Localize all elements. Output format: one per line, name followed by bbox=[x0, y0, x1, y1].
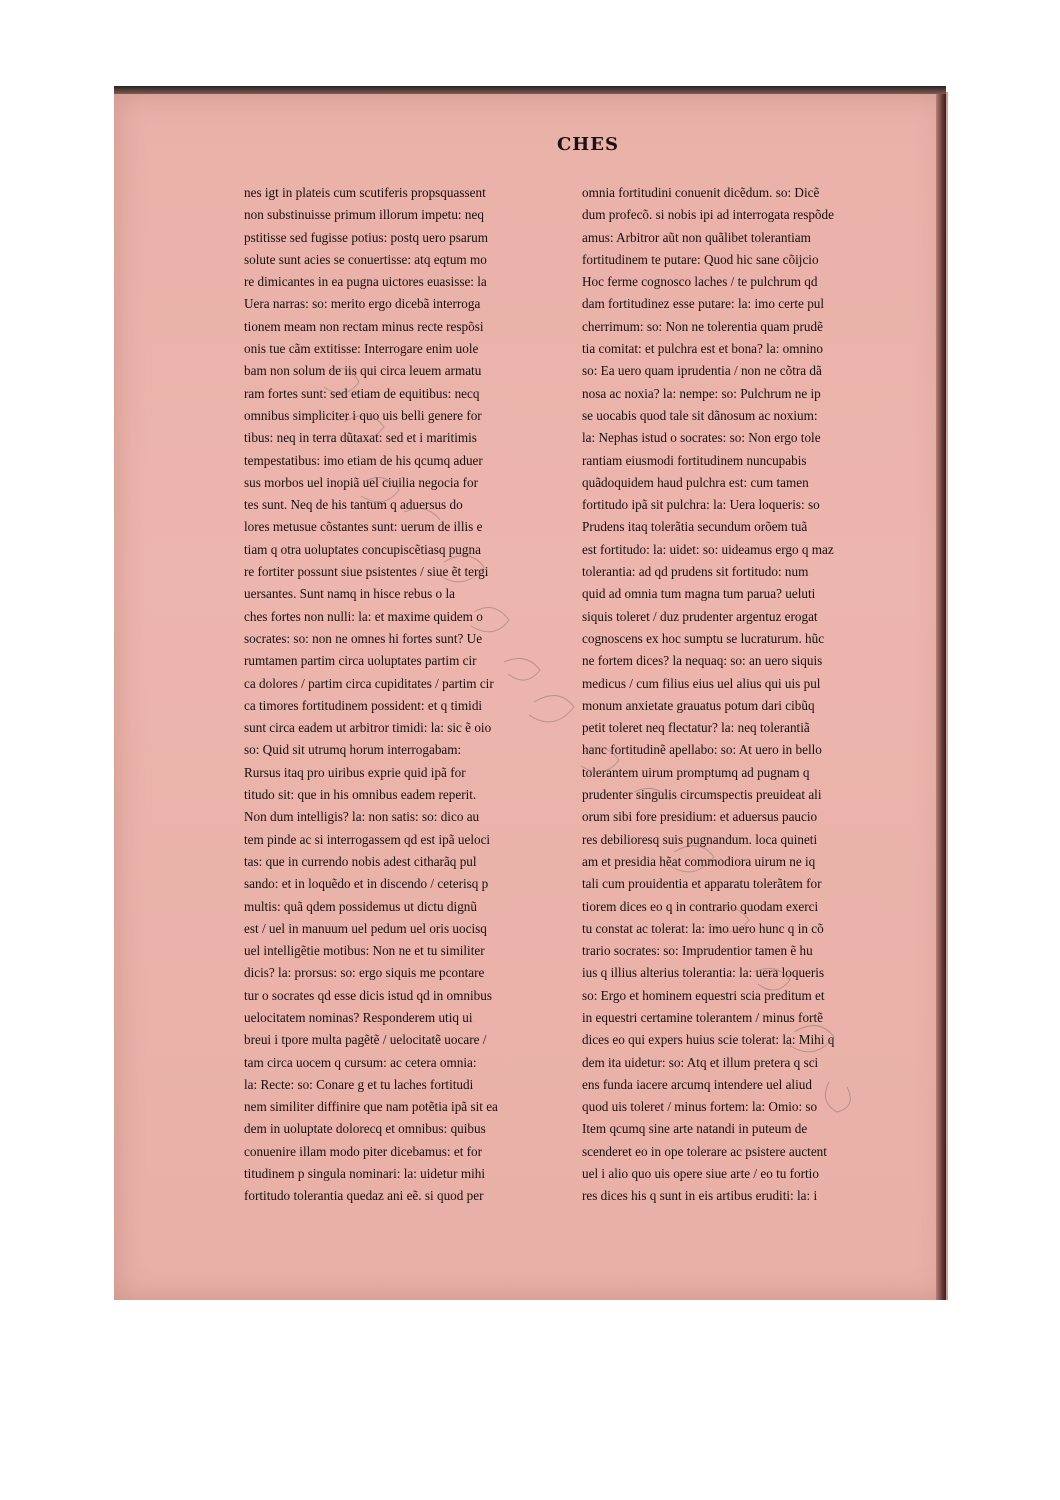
right-column-text-line: tali cum prouidentia et apparatu tolerãtem for bbox=[582, 876, 822, 892]
right-column-text-line: monum anxietate grauatus potum dari cibũq bbox=[582, 697, 815, 713]
right-column-text-line: nosa ac noxia? la: nempe: so: Pulchrum ne ip bbox=[582, 385, 821, 401]
running-head: CHES bbox=[556, 134, 620, 155]
right-column-text-line: quid ad omnia tum magna tum parua? ueluti bbox=[582, 586, 816, 602]
left-column-text-line: re dimicantes in ea pugna uictores euasisse: la bbox=[244, 274, 487, 290]
right-column-text-line: amus: Arbitror aũt non quãlibet tolerantiam bbox=[582, 229, 811, 245]
right-column-text-line: so: Ergo et hominem equestri scia preditum et bbox=[582, 987, 825, 1003]
right-column-text-line: Hoc ferme cognosco laches / te pulchrum qd bbox=[582, 274, 818, 290]
right-column-text-line: hanc fortitudinẽ apellabo: so: At uero in bello bbox=[582, 742, 822, 758]
left-column-text-line: non substinuisse primum illorum impetu: neq bbox=[244, 207, 484, 223]
left-column-text-line: tam circa uocem q cursum: ac cetera omnia: bbox=[244, 1054, 477, 1070]
right-column-text-line: fortitudinem te putare: Quod hic sane cõijcio bbox=[582, 251, 819, 267]
right-column-text-line: uel i alio quo uis opere siue arte / eo tu fortio bbox=[582, 1166, 819, 1182]
right-column-text-line: ens funda iacere arcumq intendere uel aliud bbox=[582, 1076, 812, 1092]
left-column-text-line: tur o socrates qd esse dicis istud qd in omnibus bbox=[244, 987, 492, 1003]
right-column-text-line: dam fortitudinez esse putare: la: imo certe pul bbox=[582, 296, 825, 312]
right-column-text-line: cognoscens ex hoc sumptu se lucraturum. hũc bbox=[582, 630, 825, 646]
left-column-text-line: onis tue cãm extitisse: Interrogare enim uole bbox=[244, 341, 479, 357]
right-column-text-line: quod uis toleret / minus fortem: la: Omio: so bbox=[582, 1099, 818, 1115]
left-column-text-line: tempestatibus: imo etiam de his qcumq aduer bbox=[244, 452, 483, 468]
right-column-text-line: Item qcumq sine arte natandi in puteum de bbox=[582, 1121, 808, 1137]
right-column-text-line: fortitudo ipã sit pulchra: la: Uera loqueris: so bbox=[582, 497, 820, 513]
left-column-text-line: uelocitatem nominas? Responderem utiq ui bbox=[244, 1009, 473, 1025]
right-column-text-line: siquis toleret / duz prudenter argentuz erogat bbox=[582, 608, 818, 624]
left-column-text-line: solute sunt acies se conuertisse: atq eqtum mo bbox=[244, 251, 487, 267]
right-column-text-line: prudenter singulis circumspectis preuideat ali bbox=[582, 787, 822, 803]
left-column-text-line: so: Quid sit utrumq horum interrogabam: bbox=[244, 742, 462, 758]
right-column-text-line: trario socrates: so: Imprudentior tamen ẽ hu bbox=[582, 943, 813, 959]
right-column-text-line: res debilioresq suis pugnandum. loca quineti bbox=[582, 831, 818, 847]
page-edge-right bbox=[936, 86, 946, 1300]
right-column-text-line: quãdoquidem haud pulchra est: cum tamen bbox=[582, 474, 809, 490]
left-column-text-line: tas: que in currendo nobis adest citharãq pul bbox=[244, 853, 477, 869]
right-column-text-line: in equestri certamine tolerantem / minus fortẽ bbox=[582, 1009, 823, 1025]
left-column-text-line: ca timores fortitudinem possident: et q timidi bbox=[244, 697, 483, 713]
left-column-text-line: tionem meam non rectam minus recte respõsi bbox=[244, 318, 484, 334]
right-column-text-line: rantiam eiusmodi fortitudinem nuncupabis bbox=[582, 452, 807, 468]
right-column-text-line: tia comitat: et pulchra est et bona? la: omnino bbox=[582, 341, 823, 357]
left-column-text-line: sando: et in loquẽdo et in discendo / ceterisq p bbox=[244, 876, 489, 892]
left-column-text-line: tiam q otra uoluptates concupiscẽtiasq pugna bbox=[244, 541, 481, 557]
left-text-column bbox=[244, 182, 566, 1208]
right-column-text-line: medicus / cum filius eius uel alius qui uis pul bbox=[582, 675, 821, 691]
book-page bbox=[114, 92, 948, 1300]
left-column-text-line: rumtamen partim circa uoluptates partim cir bbox=[244, 653, 477, 669]
right-column-text-line: so: Ea uero quam iprudentia / non ne cõtra dã bbox=[582, 363, 822, 379]
right-column-text-line: tolerantia: ad qd prudens sit fortitudo: num bbox=[582, 564, 809, 580]
left-column-text-line: ches fortes non nulli: la: et maxime quidem o bbox=[244, 608, 483, 624]
left-column-text-line: breui i tpore multa pagẽtẽ / uelocitatẽ uocare / bbox=[244, 1032, 487, 1048]
left-column-text-line: pstitisse sed fugisse potius: postq uero psarum bbox=[244, 229, 488, 245]
left-column-text-line: fortitudo tolerantia quedaz ani eẽ. si quod per bbox=[244, 1188, 484, 1204]
page-edge-top bbox=[114, 86, 946, 94]
right-column-text-line: orum sibi fore presidium: et aduersus paucio bbox=[582, 809, 818, 825]
right-text-column bbox=[582, 182, 900, 1208]
left-column-text-line: titudinem p singula nominari: la: uidetur mihi bbox=[244, 1166, 486, 1182]
left-column-text-line: dem in uoluptate dolorecq et omnibus: quibus bbox=[244, 1121, 486, 1137]
right-column-text-line: dem ita uidetur: so: Atq et illum pretera q sci bbox=[582, 1054, 819, 1070]
right-column-text-line: la: Nephas istud o socrates: so: Non ergo tole bbox=[582, 430, 821, 446]
left-column-text-line: dicis? la: prorsus: so: ergo siquis me pcontare bbox=[244, 965, 485, 981]
right-column-text-line: se uocabis quod tale sit dãnosum ac noxium: bbox=[582, 407, 818, 423]
right-column-text-line: scenderet eo in ope tolerare ac psistere auctent bbox=[582, 1143, 827, 1159]
left-column-text-line: est / uel in manuum uel pedum uel oris uocisq bbox=[244, 920, 487, 936]
left-column-text-line: tes sunt. Neq de his tantum q aduersus do bbox=[244, 497, 463, 513]
left-column-text-line: nes igt in plateis cum scutiferis propsquassent bbox=[244, 185, 486, 200]
left-column-text-line: bam non solum de iis qui circa leuem armatu bbox=[244, 363, 482, 379]
left-column-text-line: titudo sit: que in his omnibus eadem reperit. bbox=[244, 787, 477, 803]
right-column-text-line: tu constat ac tolerat: la: imo uero hunc q in cõ bbox=[582, 920, 824, 936]
left-column-text-line: uersantes. Sunt namq in hisce rebus o la bbox=[244, 586, 455, 602]
right-column-text-line: ne fortem dices? la nequaq: so: an uero siquis bbox=[582, 653, 823, 669]
left-column-text-line: la: Recte: so: Conare g et tu laches fortitudi bbox=[244, 1076, 474, 1092]
left-column-text-line: socrates: so: non ne omnes hi fortes sunt? Ue bbox=[244, 630, 483, 646]
right-column-text-line: omnia fortitudini conuenit dicẽdum. so: Dicẽ bbox=[582, 185, 820, 200]
right-column-text-line: est fortitudo: la: uidet: so: uideamus ergo q maz bbox=[582, 541, 834, 557]
scanned-page-frame bbox=[114, 86, 946, 1300]
right-column-text-line: res dices his q sunt in eis artibus eruditi: la: i bbox=[582, 1188, 818, 1204]
left-column-text-line: uel intelligẽtie motibus: Non ne et tu similiter bbox=[244, 943, 485, 959]
left-column-text-line: multis: quã qdem possidemus ut dictu dignũ bbox=[244, 898, 477, 914]
left-column-text-line: sunt circa eadem ut arbitror timidi: la: sic ẽ oio bbox=[244, 720, 492, 736]
left-column-text-line: omnibus simpliciter i quo uis belli genere for bbox=[244, 407, 482, 423]
left-column-text-line: sus morbos uel inopiã uel ciuilia negocia for bbox=[244, 474, 479, 490]
left-column-text-line: Rursus itaq pro uiribus exprie quid ipã for bbox=[244, 764, 466, 780]
right-column-text-line: tiorem dices eo q in contrario quodam exerci bbox=[582, 898, 819, 914]
left-column-text-line: tibus: neq in terra dũtaxat: sed et i maritimis bbox=[244, 430, 477, 446]
left-column-text-line: Uera narras: so: merito ergo dicebã interroga bbox=[244, 296, 481, 312]
right-column-text-line: am et presidia hẽat commodiora uirum ne iq bbox=[582, 853, 816, 869]
right-column-text-line: dum profecõ. si nobis ipi ad interrogata respõde bbox=[582, 207, 834, 223]
left-column-text-line: Non dum intelligis? la: non satis: so: dico au bbox=[244, 809, 480, 825]
right-column-text-line: ius q illius alterius tolerantia: la: uera loqueris bbox=[582, 965, 825, 981]
left-column-text-line: ram fortes sunt: sed etiam de equitibus: necq bbox=[244, 385, 480, 401]
left-column-text-line: re fortiter possunt siue psistentes / siue ẽt tergi bbox=[244, 564, 489, 580]
left-column-text-line: ca dolores / partim circa cupiditates / partim cir bbox=[244, 675, 494, 691]
right-column-text-line: Prudens itaq tolerãtia secundum orõem tuã bbox=[582, 519, 808, 535]
right-column-text-line: petit toleret neq flectatur? la: neq tolerantiã bbox=[582, 720, 810, 736]
right-column-text-line: cherrimum: so: Non ne tolerentia quam prudẽ bbox=[582, 318, 823, 334]
left-column-text-line: lores metusue cõstantes sunt: uerum de illis e bbox=[244, 519, 483, 535]
left-column-text-line: conuenire illam modo piter dicebamus: et for bbox=[244, 1143, 483, 1159]
right-column-text-line: tolerantem uirum promptumq ad pugnam q bbox=[582, 764, 810, 780]
left-column-text-line: tem pinde ac si interrogassem qd est ipã ueloci bbox=[244, 831, 491, 847]
right-column-text-line: dices eo qui expers huius scie tolerat: la: Mihi q bbox=[582, 1032, 835, 1048]
left-column-text-line: nem similiter diffinire que nam potẽtia ipã sit ea bbox=[244, 1099, 498, 1115]
